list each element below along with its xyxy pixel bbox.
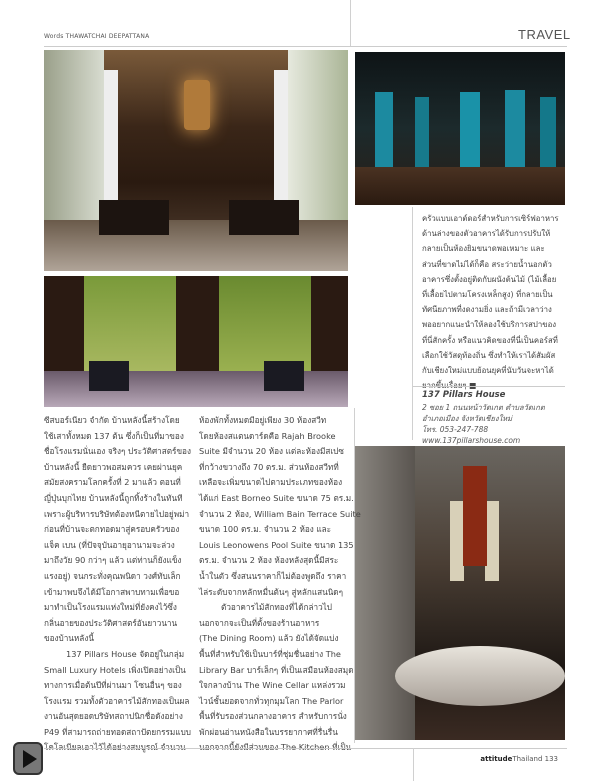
garden-lounge-photo [44,276,348,407]
text-line: อาคารซึ่งตั้งอยู่ติดกับผนังต้นไม้ (ไม้เลื้อย [422,274,557,284]
address-block [422,389,545,446]
text-line: กลิ่นอายของประวัติศาสตร์อันยาวนาน [44,617,178,628]
website-link[interactable]: www.137pillarshouse.com [422,436,521,445]
text-line: นอกจากจะเป็นที่ตั้งของร้านอาหาร [199,617,320,628]
text-line: ของบ้านหลังนี้ [44,633,94,644]
text-line: Small Luxury Hotels เพิ่งเปิดอย่างเป็น [44,664,186,675]
text-line: เลือกใช้วัสดุท้องถิ่น ซึ่งทำให้เราได้สัมผัส [422,350,556,360]
text-line: ที่เลื้อยไปตามโครงเหล็กสูง) ที่กลายเป็น [422,290,553,300]
section-title: TRAVEL [518,27,571,42]
text-line: ส่วนที่ขาดไม่ได้ก็คือ สระว่ายน้ำนอกตัว [422,259,552,269]
text-line: ทัศนียภาพที่งดงามยิ่ง และถ้ามีเวลาว่าง [422,305,552,315]
hotel-name: 137 Pillars House [422,390,506,400]
text-line: สมัยสงครามโลกครั้งที่ 2 มาแล้ว ตอนที่ [44,477,181,488]
text-line: ชื่อโรงแรมนั่นเอง จริงๆ ประวัติศาสตร์ของ [44,446,191,457]
text-line: โรงแรม รวมทั้งตัวอาคารไม้สักทองเป็นผล [44,695,190,706]
address-line: 2 ซอย 1 ถนนหน้าวัดเกต ตำบลวัดเกต [422,403,545,412]
gutter-line [413,748,414,781]
text-line: ขนาด 100 ตร.ม. จำนวน 2 ห้อง และ [199,524,332,535]
text-line: ญี่ปุ่นบุกไทย บ้านหลังนี้ถูกทิ้งร้างในทันที [44,492,183,503]
text-line: ทางการเมื่อต้นปีที่ผ่านมา โซนอื่นๆ ของ [44,680,182,691]
text-line: ซีสบอร์เนียว จำกัด บ้านหลังนี้สร้างโดย [44,415,180,425]
page-footer [480,755,558,763]
text-line: แรงอยู่) จนกระทั่งคุณพนิดา วงศ์ทับเล็ก [44,570,181,581]
text-line: ไวน์ชั้นยอดจากทั่วทุกมุมโลก The Parlor [199,695,344,706]
text-line: เหลือจะเพิ่มขนาดไปตามประเภทของห้อง [199,477,343,488]
text-line: พื้นที่รับรองส่วนกลางอาคาร สำหรับการนั่ง [199,711,347,722]
text-line: ตร.ม. จำนวน 2 ห้อง ห้องหลังสุดนี้มีสระ [199,555,339,566]
text-line: Louis Leonowens Pool Suite ขนาด 135 [199,539,354,550]
text-line: ไล่ระดับจากหลักหมื่นต้นๆ สู่หลักแสนนิดๆ [199,586,344,597]
blue-restaurant-photo [355,52,565,205]
text-line: ที่นี่สักครั้ง หรือแนวคิดของที่นี่เป็นคอร์สที่ [422,335,558,345]
column-divider [412,207,413,440]
text-line: กับเชียงใหม่แบบย้อนยุคที่นับวันจะหาได้ [422,366,554,376]
text-line: บ้านหลังนี้ ยืดยาวพอสมควร เคยผ่านยุค [44,461,183,472]
right-text-column [422,211,559,393]
text-line: มาทำเป็นโรงแรมแห่งใหม่ที่ยังคงไว้ซึ่ง [44,602,177,613]
text-line: จำนวน 2 ห้อง, William Bain Terrace Suite [199,508,361,519]
gutter-line [350,0,351,46]
text-line: ใจกลางบ้าน The Wine Cellar แหล่งรวม [199,680,346,691]
footer-rule [44,748,567,749]
brand-name: Thailand [512,755,543,763]
text-line: ตัวอาคารไม้สักทองที่ได้กล่าวไป [221,602,332,613]
text-line: 137 Pillars House จัดอยู่ในกลุ่ม [66,648,185,659]
text-line: โดยห้องสแตนดาร์ดคือ Rajah Brooke [199,430,336,441]
page-number: 133 [544,755,558,763]
text-line: เพราะผู้บริหารบริษัทต้องหนีตายไปอยู่พม่า [44,508,190,519]
text-line: ครัวแบบเอาต์ดอร์สำหรับการเซิร์ฟอาหาร [422,214,559,223]
text-line: เข้ามาพบจึงได้มีโอกาสพาบทามเพื่อขอ [44,586,180,597]
brand-bold: attitude [480,755,513,763]
text-line: งานอันสุดยอดบริษัทสถาปนิกชื่อดังอย่าง [44,711,183,722]
address-rule [413,386,565,387]
text-line: Library Bar บาร์เล็กๆ ที่เป็นเสมือนห้องสมุด [199,664,354,675]
play-icon[interactable] [13,742,43,775]
dining-room-photo [355,446,565,740]
text-line: P49 ที่สามารถถ่ายทอดสถาปัตยกรรมแบบ [44,726,191,737]
text-line: ที่กว้างขวางถึง 70 ตร.ม. ส่วนห้องสวีทที่ [199,461,339,472]
address-line: อำเภอเมือง จังหวัดเชียงใหม่ [422,414,513,423]
byline: Words THAWATCHAI DEEPATTANA [44,33,150,40]
text-line: ด้านล่างของตัวอาคารได้รับการปรับให้ [422,229,551,239]
text-line: มาถึงวัย 90 กว่าๆ แล้ว แต่ท่านก็ยังแข็ง [44,555,182,566]
text-line: Suite มีจำนวน 20 ห้อง แต่ละห้องมีสเปซ [199,446,344,457]
header-rule [44,46,567,47]
text-line: พออยากแนะนำให้ลองใช้บริการสปาของ [422,320,557,330]
text-line: (The Dining Room) แล้ว ยังได้จัดแบ่ง [199,633,339,644]
phone: โทร. 053-247-788 [422,425,489,434]
text-line: ก่อนที่บ้านจะตกทอดมาสู่ครอบครัวของ [44,524,180,535]
text-line: พักผ่อนอ่านหนังสือในบรรยากาศที่รื่นรื่น [199,726,338,737]
text-line: กลายเป็นห้องยิมขนาดพอเหมาะ และ [422,244,545,254]
text-line: ได้แก่ East Borneo Suite ขนาด 75 ตร.ม. [199,492,354,503]
text-line: ใช้เสาทั้งหมด 137 ต้น ซึ่งก็เป็นที่มาของ [44,430,184,441]
text-column-1 [44,413,191,756]
text-column-2 [199,413,361,756]
text-line: แจ็ค เบน (ที่ปัจจุบันอายุอานามจะล่วง [44,539,175,550]
text-line: ห้องพักทั้งหมดมีอยู่เพียง 30 ห้องสวีท [199,415,327,425]
text-line: น้ำในตัว ซึ่งสนนราคาก็ไม่ต้องพูดถึง ราคา [199,570,347,581]
text-line: พื้นที่สำหรับใช้เป็นบาร์ที่ชุ่มชื่นอย่าง The [199,648,341,659]
hotel-lobby-photo [44,50,348,271]
